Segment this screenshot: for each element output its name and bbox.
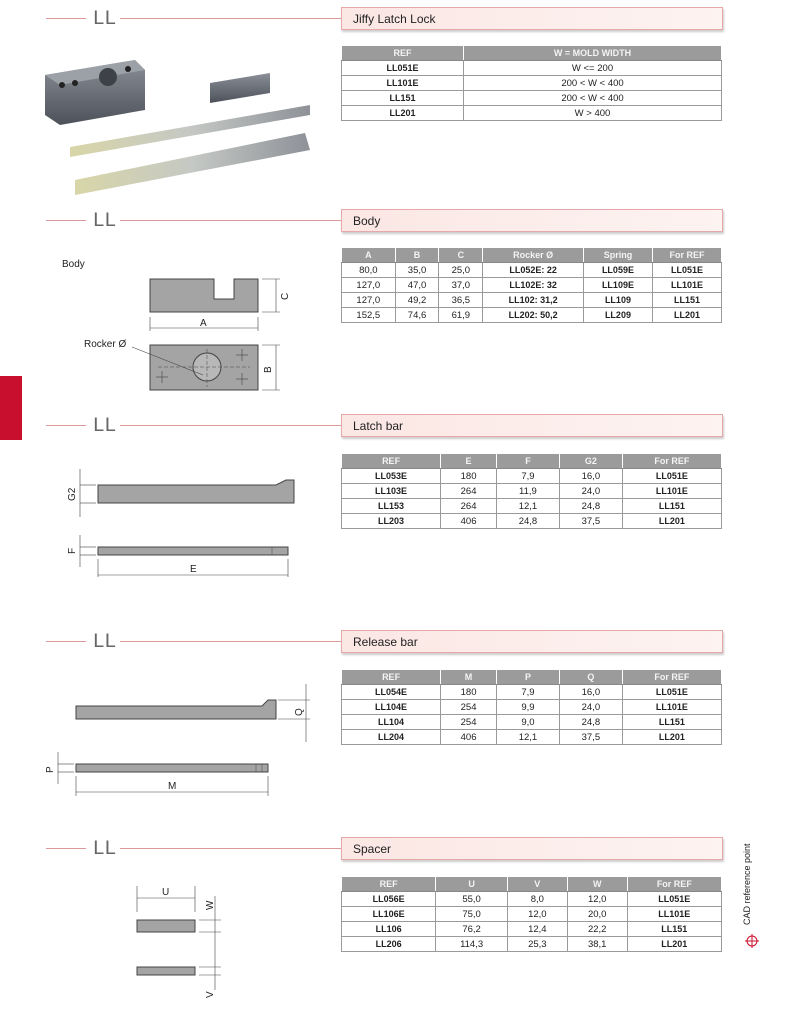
table-row: [342, 91, 722, 106]
column-header: For REF: [622, 454, 721, 469]
cell: LL051E: [652, 263, 721, 278]
cell: 75,0: [436, 907, 508, 922]
cell: LL206: [342, 937, 436, 952]
dim-c-label: C: [280, 292, 291, 300]
cell: LL151: [622, 715, 721, 730]
cell: LL153: [342, 499, 441, 514]
table-row: [342, 499, 722, 514]
cell: 200 < W < 400: [464, 76, 722, 91]
table-row: [342, 685, 722, 700]
cell: LL109: [583, 293, 652, 308]
column-header: Spring: [583, 248, 652, 263]
crosshair-icon: [745, 934, 759, 948]
header-rule: [120, 220, 341, 221]
table-row: [342, 730, 722, 745]
cell: LL051E: [622, 685, 721, 700]
cell: LL051E: [342, 61, 464, 76]
cell: 7,9: [496, 469, 559, 484]
cell: LL106: [342, 922, 436, 937]
cell: 49,2: [395, 293, 439, 308]
cell: 12,1: [496, 499, 559, 514]
cell: LL103E: [342, 484, 441, 499]
table-row: [342, 907, 722, 922]
header-rule: [120, 18, 341, 19]
cell: LL203: [342, 514, 441, 529]
release-bar-table: [341, 669, 722, 745]
cell: LL201: [622, 514, 721, 529]
table-row: [342, 937, 722, 952]
cell: 127,0: [342, 278, 396, 293]
cell: 12,4: [507, 922, 567, 937]
cell: 264: [441, 499, 497, 514]
header-rule: [120, 848, 341, 849]
cell: LL201: [627, 937, 721, 952]
cell: 12,0: [507, 907, 567, 922]
cell: LL151: [652, 293, 721, 308]
column-header: U: [436, 877, 508, 892]
cell: 12,0: [567, 892, 627, 907]
cell: 127,0: [342, 293, 396, 308]
table-row: [342, 278, 722, 293]
column-header: E: [441, 454, 497, 469]
cell: LL101E: [622, 700, 721, 715]
cell: LL202: 50,2: [483, 308, 584, 323]
cell: 264: [441, 484, 497, 499]
cell: LL201: [622, 730, 721, 745]
cell: 24,8: [496, 514, 559, 529]
cell: LL101E: [652, 278, 721, 293]
cell: LL104E: [342, 700, 441, 715]
cad-reference-label: CAD reference point: [742, 843, 752, 925]
cell: 37,5: [559, 514, 622, 529]
dim-u-label: U: [162, 887, 170, 898]
latch-bar-drawing: [60, 455, 310, 580]
table-header-row: [342, 877, 722, 892]
latch-bar-table: [341, 453, 722, 529]
cell: 76,2: [436, 922, 508, 937]
cell: W > 400: [464, 106, 722, 121]
section-title: Latch bar: [341, 414, 723, 437]
table-header-row: [342, 248, 722, 263]
table-header-row: [342, 46, 722, 61]
spacer-drawing: [125, 882, 235, 1002]
column-header: For REF: [622, 670, 721, 685]
cell: W <= 200: [464, 61, 722, 76]
column-header: REF: [342, 46, 464, 61]
table-row: [342, 922, 722, 937]
header-rule: [46, 641, 86, 642]
cell: LL053E: [342, 469, 441, 484]
cell: LL104: [342, 715, 441, 730]
section-code: LL: [93, 7, 117, 29]
table-row: [342, 293, 722, 308]
cell: LL101E: [627, 907, 721, 922]
cell: LL051E: [622, 469, 721, 484]
table-row: [342, 715, 722, 730]
cell: LL204: [342, 730, 441, 745]
cell: 36,5: [439, 293, 483, 308]
jiffy-latch-table: [341, 45, 722, 121]
cell: 16,0: [559, 685, 622, 700]
dim-p-label: P: [45, 766, 56, 773]
column-header: W: [567, 877, 627, 892]
cell: 24,0: [559, 484, 622, 499]
cell: 74,6: [395, 308, 439, 323]
table-row: [342, 892, 722, 907]
table-row: [342, 76, 722, 91]
column-header: For REF: [627, 877, 721, 892]
section-code: LL: [93, 209, 117, 231]
table-header-row: [342, 670, 722, 685]
cell: LL101E: [342, 76, 464, 91]
column-header: W = MOLD WIDTH: [464, 46, 722, 61]
cell: 8,0: [507, 892, 567, 907]
column-header: REF: [342, 670, 441, 685]
cell: 24,8: [559, 715, 622, 730]
header-rule: [46, 848, 86, 849]
section-title: Jiffy Latch Lock: [341, 7, 723, 30]
body-label: Body: [62, 259, 85, 270]
column-header: C: [439, 248, 483, 263]
table-row: [342, 308, 722, 323]
cell: LL102E: 32: [483, 278, 584, 293]
cell: 9,9: [496, 700, 559, 715]
cell: 180: [441, 685, 497, 700]
column-header: M: [441, 670, 497, 685]
cell: 61,9: [439, 308, 483, 323]
table-row: [342, 700, 722, 715]
cell: 80,0: [342, 263, 396, 278]
dim-e-label: E: [190, 564, 197, 575]
cell: LL102: 31,2: [483, 293, 584, 308]
section-code: LL: [93, 837, 117, 859]
cell: 24,8: [559, 499, 622, 514]
column-header: A: [342, 248, 396, 263]
rocker-label: Rocker Ø: [84, 339, 127, 350]
cell: 254: [441, 715, 497, 730]
cell: 22,2: [567, 922, 627, 937]
dim-v-label: V: [205, 991, 216, 998]
table-row: [342, 106, 722, 121]
cell: LL056E: [342, 892, 436, 907]
cell: 9,0: [496, 715, 559, 730]
cell: 152,5: [342, 308, 396, 323]
cell: 114,3: [436, 937, 508, 952]
cell: LL109E: [583, 278, 652, 293]
cell: 20,0: [567, 907, 627, 922]
cell: 7,9: [496, 685, 559, 700]
column-header: REF: [342, 877, 436, 892]
release-bar-drawing: [40, 676, 315, 801]
cell: 35,0: [395, 263, 439, 278]
dim-a-label: A: [200, 318, 207, 329]
cell: 37,5: [559, 730, 622, 745]
header-rule: [46, 18, 86, 19]
header-rule: [46, 220, 86, 221]
cell: 11,9: [496, 484, 559, 499]
cell: 406: [441, 514, 497, 529]
header-rule: [120, 641, 341, 642]
cell: LL151: [622, 499, 721, 514]
side-tab-marker: [0, 376, 22, 440]
cell: 180: [441, 469, 497, 484]
section-code: LL: [93, 414, 117, 436]
table-row: [342, 469, 722, 484]
dim-f-label: F: [67, 547, 78, 554]
section-code: LL: [93, 630, 117, 652]
table-row: [342, 514, 722, 529]
cell: 37,0: [439, 278, 483, 293]
cell: LL201: [342, 106, 464, 121]
table-row: [342, 263, 722, 278]
cell: 254: [441, 700, 497, 715]
column-header: P: [496, 670, 559, 685]
body-table: [341, 247, 722, 323]
cell: 25,0: [439, 263, 483, 278]
cell: 200 < W < 400: [464, 91, 722, 106]
section-title: Spacer: [341, 837, 723, 860]
cell: LL059E: [583, 263, 652, 278]
cell: 47,0: [395, 278, 439, 293]
spacer-table: [341, 876, 722, 952]
cell: 16,0: [559, 469, 622, 484]
cell: LL054E: [342, 685, 441, 700]
cell: 25,3: [507, 937, 567, 952]
dim-g2-label: G2: [67, 487, 78, 501]
column-header: F: [496, 454, 559, 469]
cell: LL101E: [622, 484, 721, 499]
section-title: Release bar: [341, 630, 723, 653]
dim-q-label: Q: [294, 708, 305, 716]
product-photo: [40, 55, 330, 200]
section-title: Body: [341, 209, 723, 232]
table-header-row: [342, 454, 722, 469]
column-header: B: [395, 248, 439, 263]
cell: LL151: [342, 91, 464, 106]
table-row: [342, 484, 722, 499]
cell: LL151: [627, 922, 721, 937]
table-row: [342, 61, 722, 76]
column-header: Q: [559, 670, 622, 685]
cell: LL051E: [627, 892, 721, 907]
cell: LL201: [652, 308, 721, 323]
header-rule: [120, 425, 341, 426]
dim-w-label: W: [205, 900, 216, 910]
column-header: For REF: [652, 248, 721, 263]
body-drawing: [60, 265, 320, 405]
column-header: V: [507, 877, 567, 892]
cell: 55,0: [436, 892, 508, 907]
cell: LL209: [583, 308, 652, 323]
column-header: Rocker Ø: [483, 248, 584, 263]
dim-m-label: M: [168, 781, 177, 792]
cell: LL106E: [342, 907, 436, 922]
cell: 38,1: [567, 937, 627, 952]
header-rule: [46, 425, 86, 426]
cell: LL052E: 22: [483, 263, 584, 278]
cell: 12,1: [496, 730, 559, 745]
cell: 406: [441, 730, 497, 745]
column-header: REF: [342, 454, 441, 469]
cell: 24,0: [559, 700, 622, 715]
dim-b-label: B: [263, 366, 274, 373]
column-header: G2: [559, 454, 622, 469]
